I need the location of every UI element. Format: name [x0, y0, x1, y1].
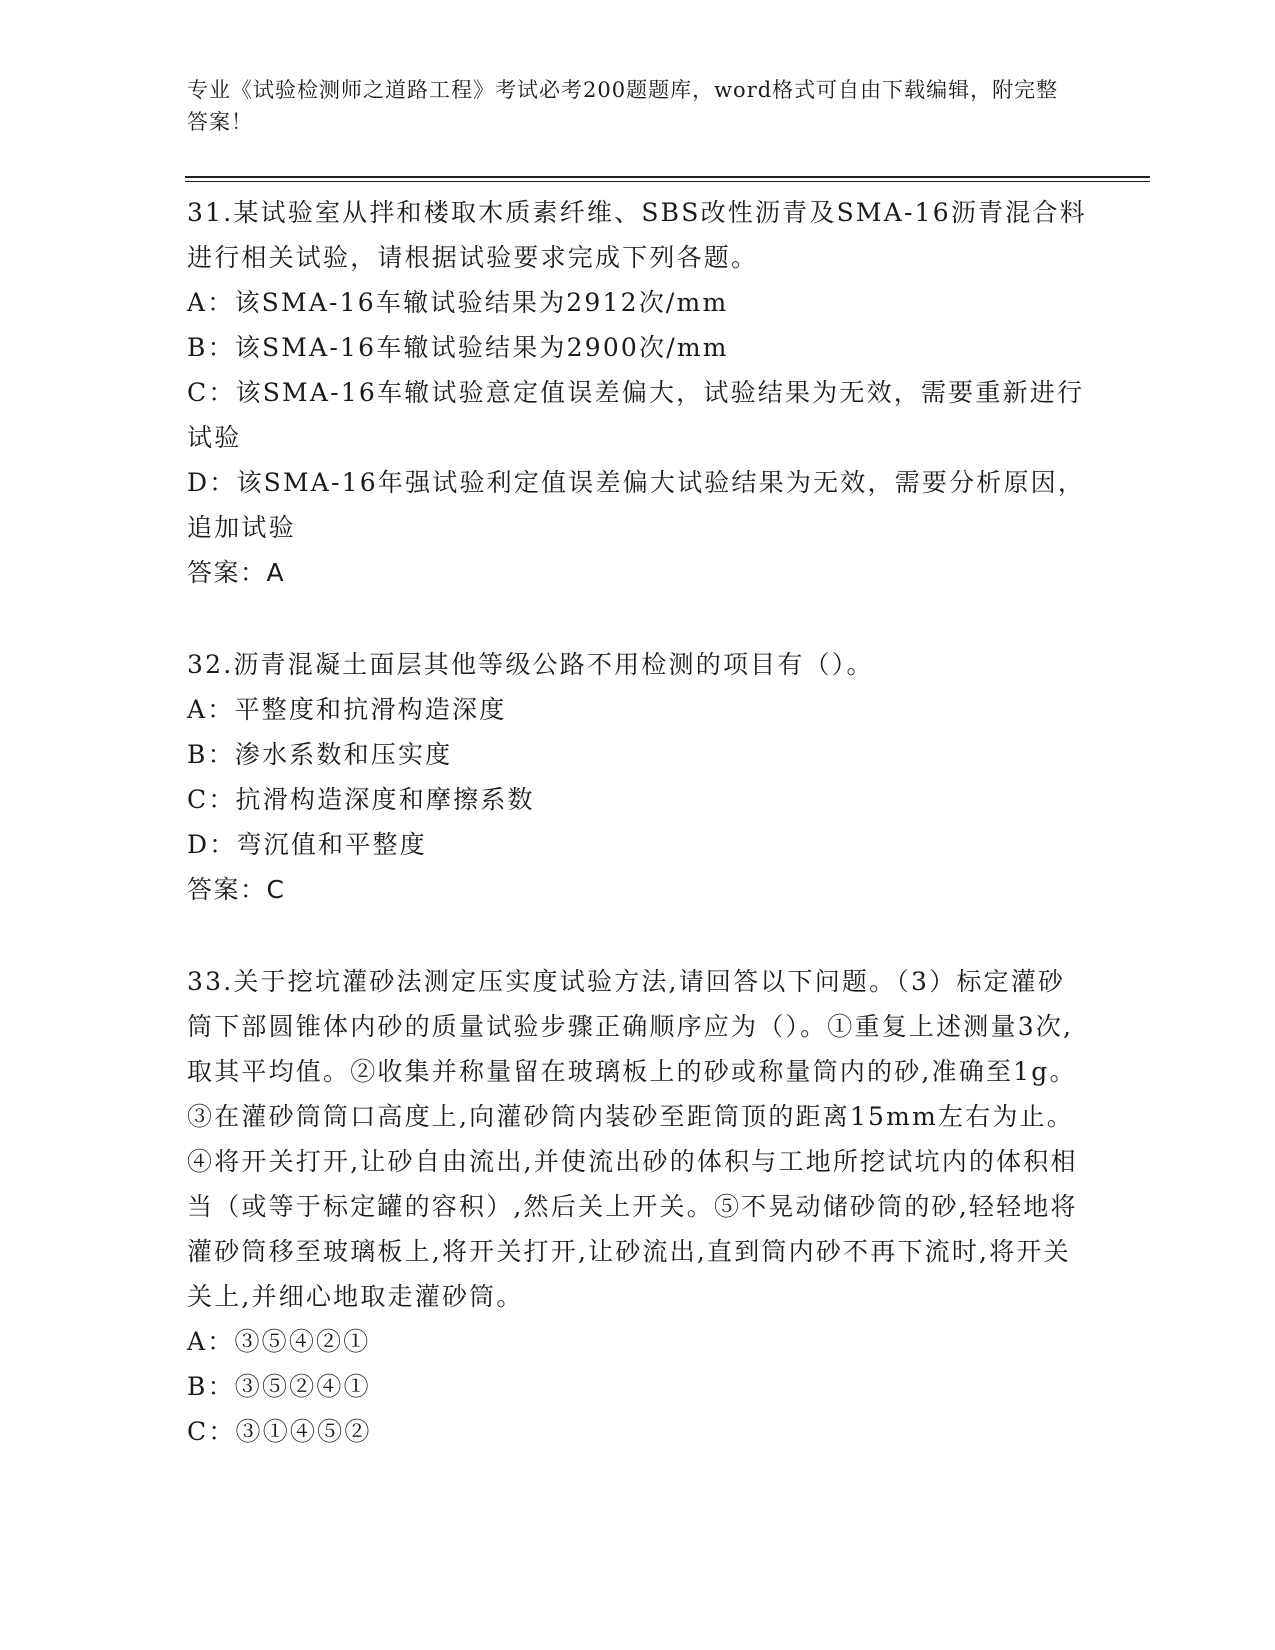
- question-32: [187, 642, 1087, 912]
- header-rule-thin: [185, 181, 1150, 182]
- header-rule-thick: [185, 176, 1150, 178]
- document-header: 专业《试验检测师之道路工程》考试必考200题题库，word格式可自由下载编辑，附完整答案！: [187, 78, 1059, 134]
- option-a: A：③⑤④②①: [187, 1327, 371, 1356]
- answer: 答案：C: [187, 875, 286, 904]
- question-gap: [187, 912, 1087, 959]
- question-stem: 33.关于挖坑灌砂法测定压实度试验方法,请回答以下问题。（3）标定灌砂筒下部圆锥体内砂的质量试验步骤正确顺序应为（）。①重复上述测量3次,取其平均值。②收集并称量留在玻璃板上的砂或称量筒内的砂,准确至1g。③在灌砂筒筒口高度上,向灌砂筒内装砂至距筒顶的距离15mm左右为止。④将开关打开,让砂自由流出,并使流出砂的体积与工地所挖试坑内的体积相当（或等于标定罐的容积）,然后关上开关。⑤不晃动储砂筒的砂,轻轻地将灌砂筒移至玻璃板上,将开关打开,让砂流出,直到筒内砂不再下流时,将开关关上,并细心地取走灌砂筒。: [187, 967, 1078, 1311]
- option-a: A：该SMA-16车辙试验结果为2912次/mm: [187, 288, 729, 317]
- question-stem: 32.沥青混凝土面层其他等级公路不用检测的项目有（）。: [187, 650, 874, 679]
- option-c: C：抗滑构造深度和摩擦系数: [187, 785, 535, 814]
- option-b: B：渗水系数和压实度: [187, 740, 453, 769]
- option-d: D：弯沉值和平整度: [187, 830, 427, 859]
- option-d: D：该SMA-16年强试验利定值误差偏大试验结果为无效，需要分析原因，追加试验: [187, 468, 1086, 542]
- question-33: [187, 959, 1087, 1454]
- question-stem: 31.某试验室从拌和楼取木质素纤维、SBS改性沥青及SMA-16沥青混合料进行相关试验，请根据试验要求完成下列各题。: [187, 198, 1087, 272]
- question-31: [187, 190, 1087, 595]
- option-c: C：该SMA-16车辙试验意定值误差偏大，试验结果为无效，需要重新进行试验: [187, 378, 1085, 452]
- option-b: B：③⑤②④①: [187, 1372, 371, 1401]
- option-a: A：平整度和抗滑构造深度: [187, 695, 507, 724]
- answer: 答案：A: [187, 558, 286, 587]
- option-b: B：该SMA-16车辙试验结果为2900次/mm: [187, 333, 729, 362]
- option-c: C：③①④⑤②: [187, 1417, 372, 1446]
- question-gap: [187, 595, 1087, 642]
- question-list: [187, 190, 1087, 1454]
